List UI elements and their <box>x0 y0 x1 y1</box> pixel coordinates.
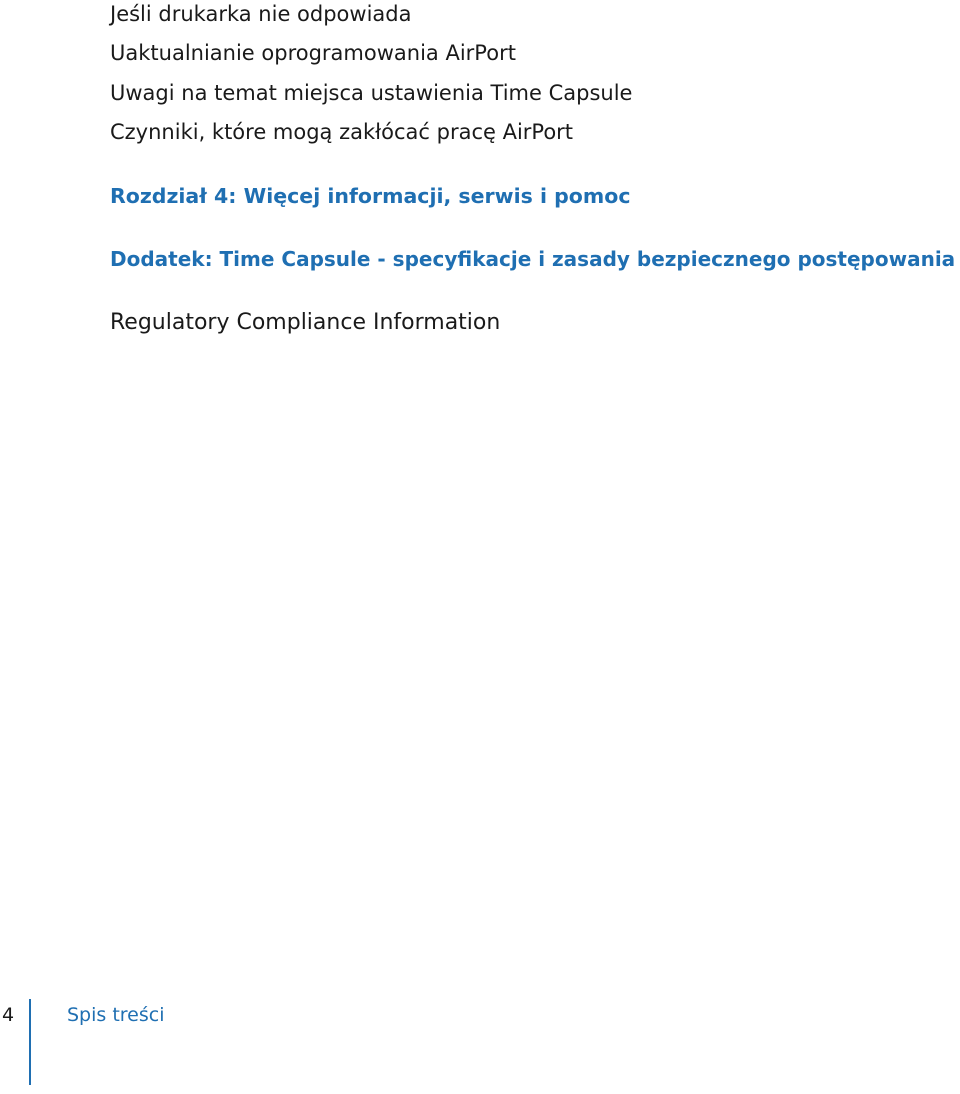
page-footer <box>0 995 960 1085</box>
footer-section-title: Spis treści <box>67 1004 165 1026</box>
toc-chapter-title: Dodatek: Time Capsule - specyfikacje i zasady bezpiecznego postępowania <box>110 247 956 271</box>
toc-chapter-title: Rozdział 4: Więcej informacji, serwis i pomoc <box>110 184 631 208</box>
footer-page-number: 4 <box>2 1004 15 1026</box>
toc-entry-title: Uwagi na temat miejsca ustawienia Time Capsule <box>110 81 633 105</box>
toc-entry-title: Jeśli drukarka nie odpowiada <box>110 2 412 26</box>
toc-entry-title: Regulatory Compliance Information <box>110 310 501 335</box>
toc-entry-title: Czynniki, które mogą zakłócać pracę AirPort <box>110 120 574 144</box>
toc-entry-title: Uaktualnianie oprogramowania AirPort <box>110 41 516 65</box>
footer-divider <box>29 999 31 1085</box>
